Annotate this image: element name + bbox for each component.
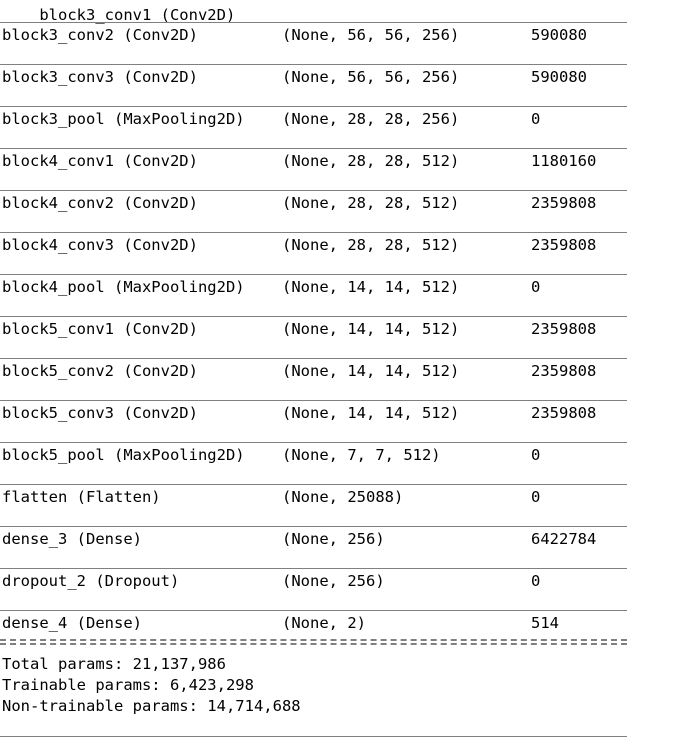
output-shape-cell: (None, 2) xyxy=(282,614,366,632)
layer-name-cell: block5_conv3 (Conv2D) xyxy=(2,404,198,422)
row-divider xyxy=(0,568,627,569)
layer-name-cell: block4_conv2 (Conv2D) xyxy=(2,194,198,212)
row-divider xyxy=(0,484,627,485)
output-shape-cell: (None, 14, 14, 512) xyxy=(282,404,460,422)
layer-name-cell: block5_pool (MaxPooling2D) xyxy=(2,446,245,464)
output-shape-cell: (None, 56, 56, 256) xyxy=(282,68,460,86)
output-shape-cell: (None, 14, 14, 512) xyxy=(282,320,460,338)
param-count-cell: 0 xyxy=(531,572,541,590)
layer-name-cell: block4_conv1 (Conv2D) xyxy=(2,152,198,170)
output-shape-cell: (None, 28, 28, 512) xyxy=(282,194,460,212)
output-shape-cell: (None, 28, 28, 512) xyxy=(282,152,460,170)
param-count-cell: 2359808 xyxy=(531,236,597,254)
layer-name-cell: dropout_2 (Dropout) xyxy=(2,572,180,590)
output-shape-cell: (None, 7, 7, 512) xyxy=(282,446,441,464)
row-divider xyxy=(0,148,627,149)
row-divider xyxy=(0,316,627,317)
row-divider xyxy=(0,358,627,359)
layer-name-cell: flatten (Flatten) xyxy=(2,488,161,506)
total-params: Total params: 21,137,986 xyxy=(2,655,226,673)
param-count-cell: 0 xyxy=(531,488,541,506)
row-divider xyxy=(0,274,627,275)
param-count-cell: 6422784 xyxy=(531,530,597,548)
param-count-cell: 590080 xyxy=(531,68,587,86)
output-shape-cell: (None, 14, 14, 512) xyxy=(282,278,460,296)
output-shape-cell: (None, 28, 28, 512) xyxy=(282,236,460,254)
row-divider xyxy=(0,22,627,23)
row-divider xyxy=(0,442,627,443)
layer-name-cell: block5_conv1 (Conv2D) xyxy=(2,320,198,338)
partial-layer-name: block3_conv1 (Conv2D) xyxy=(39,6,236,24)
output-shape-cell: (None, 56, 56, 256) xyxy=(282,26,460,44)
layer-name-cell: block4_pool (MaxPooling2D) xyxy=(2,278,245,296)
layer-name-cell: dense_3 (Dense) xyxy=(2,530,142,548)
row-divider xyxy=(0,232,627,233)
bottom-rule xyxy=(0,736,627,737)
param-count-cell: 2359808 xyxy=(531,404,597,422)
param-count-cell: 0 xyxy=(531,110,541,128)
output-shape-cell: (None, 256) xyxy=(282,572,385,590)
trainable-params: Trainable params: 6,423,298 xyxy=(2,676,254,694)
param-count-cell: 2359808 xyxy=(531,362,597,380)
param-count-cell: 2359808 xyxy=(531,194,597,212)
param-count-cell: 0 xyxy=(531,278,541,296)
layer-name-cell: block3_conv2 (Conv2D) xyxy=(2,26,198,44)
output-shape-cell: (None, 28, 28, 256) xyxy=(282,110,460,128)
layer-name-cell: block4_conv3 (Conv2D) xyxy=(2,236,198,254)
layer-name-cell: block5_conv2 (Conv2D) xyxy=(2,362,198,380)
layer-name-cell: block3_conv3 (Conv2D) xyxy=(2,68,198,86)
layer-name-cell: block3_pool (MaxPooling2D) xyxy=(2,110,245,128)
param-count-cell: 2359808 xyxy=(531,320,597,338)
row-divider xyxy=(0,610,627,611)
param-count-cell: 0 xyxy=(531,446,541,464)
param-count-cell: 514 xyxy=(531,614,559,632)
non-trainable-params: Non-trainable params: 14,714,688 xyxy=(2,697,301,715)
row-divider xyxy=(0,64,627,65)
output-shape-cell: (None, 256) xyxy=(282,530,385,548)
row-divider xyxy=(0,190,627,191)
row-divider xyxy=(0,526,627,527)
layer-name-cell: dense_4 (Dense) xyxy=(2,614,142,632)
output-shape-cell: (None, 14, 14, 512) xyxy=(282,362,460,380)
output-shape-cell: (None, 25088) xyxy=(282,488,404,506)
param-count-cell: 590080 xyxy=(531,26,587,44)
row-divider xyxy=(0,106,627,107)
row-divider xyxy=(0,400,627,401)
param-count-cell: 1180160 xyxy=(531,152,597,170)
summary-separator xyxy=(0,639,627,645)
